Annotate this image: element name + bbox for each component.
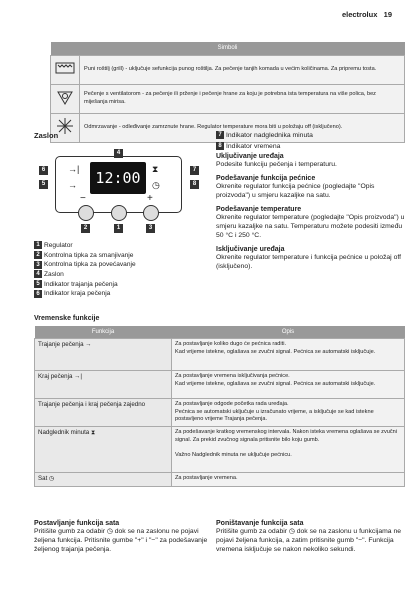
legend-list [34, 241, 136, 299]
legend-item: 7 Indikator nadglednika minuta [216, 131, 406, 141]
clock-icon: ◷ [49, 475, 55, 482]
clock-display: 12:00 [90, 162, 146, 194]
symbol-text: Odmrzavanje - odleđivanje zamrznute hrane. Regulator temperature mora biti u položaju off (isključeno). [80, 114, 405, 143]
col-header: Funkcija [35, 326, 172, 339]
plus-button[interactable] [143, 205, 159, 221]
callout-7: 7 [190, 166, 199, 175]
functions-table [34, 326, 405, 487]
duration-indicator-icon: →| [68, 164, 80, 174]
right-column [216, 131, 406, 272]
legend-item: 1 Regulator [34, 241, 136, 251]
section-heading: Podešavanje temperature [216, 205, 302, 213]
function-desc: Za postavljanje odgode početka rada uređaja. Pećnica se automatski uključuje u izračunato vrijeme, a isključuje se kad istekne postavljeno vrijeme Trajanja pečenja. [172, 399, 405, 427]
section-text: Pritišite gumb za odabir ◷ dok se na zaslonu u funkcijama ne pojavi željena funkcija, a zatim pritisnite gumb "−". Funkcija vremena isključuje se nakon nekoliko sekundi. [216, 528, 402, 554]
callout-1: 1 [114, 224, 123, 233]
callout-6: 6 [39, 166, 48, 175]
function-name: Nadglednik minuta ⧗ [35, 427, 172, 473]
function-desc: Za postavljanje vremena. [172, 473, 405, 487]
function-desc: Za postavljanje vremena isključivanja pećnice. Kad vrijeme istekne, oglašava se zvučni signal. Pećnica se automatski isključuje. [172, 371, 405, 399]
col-header: Opis [172, 326, 405, 339]
bottom-right [216, 519, 406, 555]
symbol-text: Pečenje s ventilatorom - za pečenje ili prženje i pečenje hrane za koju je potrebna ista temperatura na više polica, bez miješanja mirisa. [80, 85, 405, 114]
end-indicator-icon: → [68, 180, 77, 190]
minus-label: − [80, 193, 86, 204]
section-text: Pritišite gumb za odabir ◷ dok se na zaslonu ne pojavi željena funkcija. Pritisnite gumbe "+" i "−" za podešavanje željenog trajanja pečenja. [34, 528, 208, 554]
fan-heating-icon [51, 85, 80, 114]
duration-arrow-icon: → [85, 341, 92, 348]
zaslon-heading: Zaslon [34, 131, 59, 140]
hourglass-icon: ⧗ [90, 429, 96, 436]
function-desc: Za podešavanje kratkog vremenskog intervala. Nakon isteka vremena oglašava se zvučni signal. Za prekid zvučnog signala pritisnite bilo koju gumb. Važno Nadglednik minuta ne uključuje pećnicu. [172, 427, 405, 473]
brand: electrolux [341, 10, 378, 19]
legend-item: 8 Indikator vremena [216, 142, 406, 152]
grill-icon [51, 56, 80, 85]
legend-item: 4 Zaslon [34, 270, 136, 280]
legend-item: 6 Indikator kraja pečenja [34, 289, 136, 299]
plus-label: + [147, 193, 153, 204]
hourglass-icon: ⧗ [152, 164, 159, 174]
bottom-left [34, 519, 214, 555]
callout-4: 4 [114, 149, 123, 158]
callout-5: 5 [39, 180, 48, 189]
legend-item: 5 Indikator trajanja pečenja [34, 280, 136, 290]
timer-heading: Vremenske funkcije [34, 315, 100, 322]
callout-8: 8 [190, 180, 199, 189]
section-text: Okrenite regulator temperature i funkcija pećnice u položaj off (isključeno). [216, 254, 402, 271]
minus-button[interactable] [78, 205, 94, 221]
legend-item: 3 Kontrolna tipka za povećavanje [34, 260, 136, 270]
section-heading: Isključivanje uređaja [216, 246, 285, 254]
function-name: Sat ◷ [35, 473, 172, 487]
section-text: Okrenite regulator funkcija pećnice (pogledajte "Opis proizvoda") u smjeru kazaljke na satu. [216, 182, 375, 199]
section-heading: Uključivanje uređaja [216, 152, 284, 160]
callout-3: 3 [146, 224, 155, 233]
symbol-text: Puni roštilj (grill) - uključuje sefunkcija punog roštilja. Za pečenje tanjih komada u većim količinama. Za pripremu tosta. [80, 56, 405, 85]
clock-icon: ◷ [152, 180, 160, 190]
legend-item: 2 Kontrolna tipka za smanjivanje [34, 251, 136, 261]
section-text: Okrenite regulator temperature (pogledajte "Opis proizvoda") u smjeru kazaljke na satu. Temperaturu možete podesiti između 50 °C i 250 °C. [216, 214, 405, 240]
function-name: Trajanje pečenja i kraj pečenja zajedno [35, 399, 172, 427]
page-number: 19 [383, 10, 392, 19]
callout-2: 2 [81, 224, 90, 233]
function-name: Kraj pečenja →| [35, 371, 172, 399]
end-arrow-icon: →| [74, 373, 82, 380]
function-name: Trajanje pečenja → [35, 339, 172, 371]
symbols-title: Simboli [51, 42, 405, 56]
section-heading: Podešavanje funkcija pećnice [216, 174, 316, 182]
section-heading: Postavljanje funkcija sata [34, 520, 120, 527]
function-desc: Za postavljanje koliko dugo će pećnica raditi. Kad vrijeme istekne, oglašava se zvučni signal. Pećnica se automatski isključuje. [172, 339, 405, 371]
page-header [342, 10, 392, 19]
selector-button[interactable] [111, 205, 127, 221]
symbols-table [50, 42, 405, 143]
section-text: Podesite funkciju pečenja i temperaturu. [216, 160, 337, 168]
section-heading: Poništavanje funkcija sata [216, 520, 304, 527]
